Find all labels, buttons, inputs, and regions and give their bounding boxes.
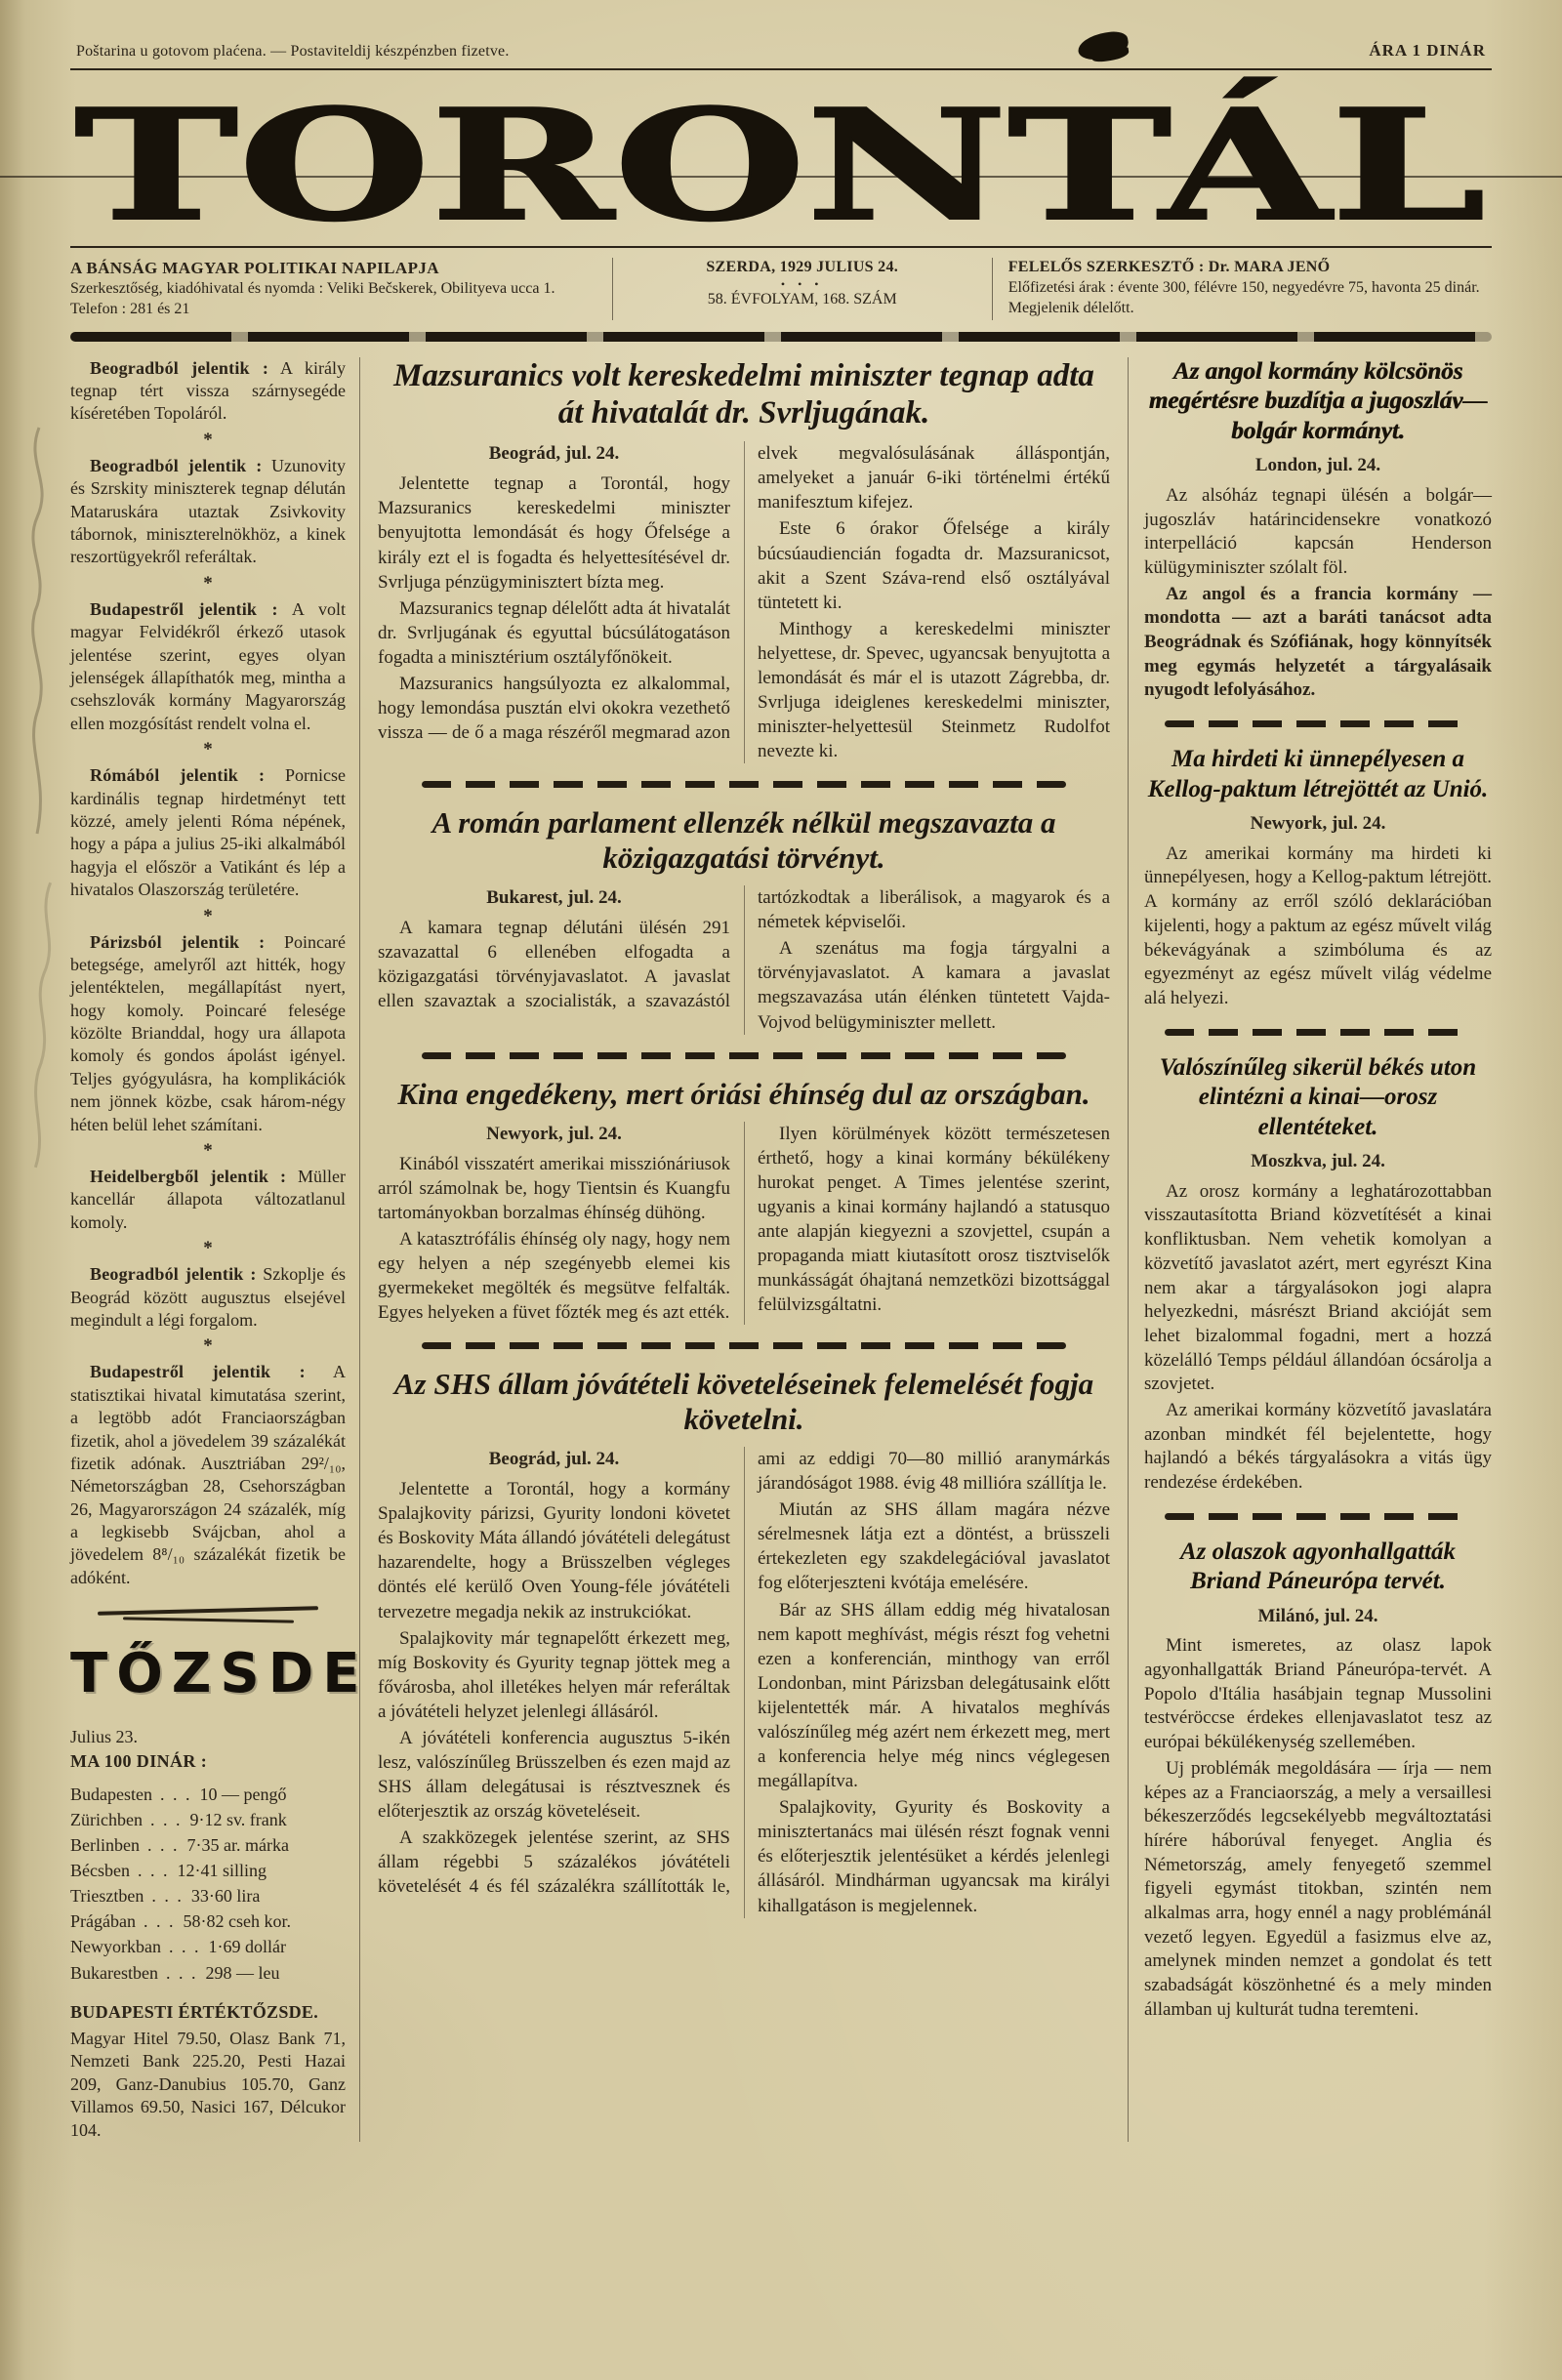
article-china-famine	[378, 1077, 1110, 1326]
article-headline: Az olaszok agyonhallgatták Briand Páneurópa tervét.	[1180, 1538, 1456, 1595]
article-paragraph: Jelentette tegnap a Torontál, hogy Mazsuranics kereskedelmi miniszter benyujtotta lemondását és hogy Őfelsége a király ezt el is fogadta és helyettesítésével dr. Svrljuga pénzügyminisztert bízta meg.	[378, 473, 730, 593]
rate-amount: 9·12 sv. frank	[189, 1809, 287, 1829]
article-paragraph: A kamara tegnap délutáni ülésén 291 szavazattal 6 ellenében elfogadta a közigazgatási törvényjavaslatot. A javaslat ellen szavaztak a szocialisták, a szavazástól tartózkodtak a liberálisok, a magyarok és a németek képviselői.	[378, 887, 1110, 1012]
article-paragraph: Az orosz kormány a leghatározottabban visszautasította Briand közvetítését a kinai konfliktusban. Nem vehetik komolyan a közvetítő javaslatot azért, mert egyrészt Kina nem akar a tárgyalásokon jogi alapra helyezkedni, másrészt Briand akcióját sem lehet bizalommal fogadni, mert a hozzá közelálló Temps például állandóan ócsárolja a szovjetet.	[1144, 1180, 1492, 1395]
stock-exchange-report: Magyar Hitel 79.50, Olasz Bank 71, Nemzeti Bank 225.20, Pesti Hazai 209, Ganz-Danubius 105.70, Ganz Villamos 69.50, Nasici 167, Délcukor 104.	[70, 2028, 346, 2140]
article-sino-soviet	[1144, 1053, 1492, 1496]
bourse-date: Julius 23.	[70, 1727, 139, 1747]
article-paragraph: Uj problémák megoldására — írja — nem képes az a Franciaország, a mely a versaillesi békeszerződés legcsekélyebb megváltoztatási hírére háborúval fenyeget. Anglia és Németország, amely fenyegető szemmel figyeli egymást titokban, szintén nem alkalmas arra, hogy ennél a nagy problémánál vezető legyen. Egyedül a fasizmus elve az, amelynek minden nemzet a gondolat és tett szabadságát köszönhetné és a mely minden államban uj kulturát tudna teremteni.	[1144, 1757, 1492, 2020]
article-headline: A román parlament ellenzék nélkül megszavazta a közigazgatási törvényt.	[432, 805, 1056, 876]
paper-subtitle: A BÁNSÁG MAGYAR POLITIKAI NAPILAPJA	[70, 259, 439, 277]
star-separator: *	[203, 739, 213, 760]
article-divider	[1165, 1029, 1470, 1036]
article-paragraph: Mint ismeretes, az olasz lapok agyonhallgatták Briand Páneurópa-tervét. A Popolo d'Itália hasábjain tegnap Mussolini testvéröccse érdekes ellenjavaslatot tesz az európai békülékenység szellemében.	[1144, 1635, 1492, 1753]
exchange-rate-row	[70, 1782, 346, 1807]
issue-number: 58. ÉVFOLYAM, 168. SZÁM	[707, 290, 897, 308]
article-paragraph: A szenátus ma fogja tárgyalni a törvényjavaslatot. A kamara a javaslat megszavazása után élénken tüntetett Vajda-Vojvod belügyminiszter mellett.	[758, 938, 1110, 1033]
article-kellogg-pact	[1144, 745, 1492, 1011]
news-briefs-column	[70, 357, 369, 2142]
rate-city: Zürichben	[70, 1809, 143, 1829]
page-body	[70, 357, 1492, 2142]
rate-amount: 7·35 ar. márka	[186, 1835, 289, 1856]
article-paragraph: Mazsuranics hangsúlyozta ez alkalommal, hogy lemondása pusztán elvi okokra vezethető vissza — de ő a maga részéről megmarad azon elvek megvalósulásának álláspontján, amelyeket a január 6-iki történelmi értékű manifesztum kifejez.	[378, 443, 1110, 744]
issue-date: SZERDA, 1929 JULIUS 24.	[706, 259, 899, 275]
article-paragraph: Mazsuranics tegnap délelőtt adta át hivatalát dr. Svrljugának és egyuttal búcsúlátogatáson fogadta a minisztérium osztályfőnökeit.	[378, 597, 730, 668]
news-brief: Budapestről jelentik : A statisztikai hivatal kimutatása szerint, a legtöbb adót Franciaországban fizetik, ahol a jövedelem 39 százalékát fizetik adónak. Ausztriában 29²/₁₀, Németországban 28, Csehországban 26, Magyarországon 24 százalék, míg a legkisebb Svájcban, ahol a jövedelem 8⁸/₁₀ százalékát fizetik be adóként.	[70, 1362, 346, 1587]
editor-info	[993, 258, 1492, 320]
exchange-rate-row	[70, 1934, 346, 1959]
rate-city: Bécsben	[70, 1861, 130, 1881]
article-shs-reparations	[378, 1367, 1110, 1917]
editor-line: FELELŐS SZERKESZTŐ : Dr. MARA JENŐ	[1007, 259, 1331, 275]
exchange-rate-row	[70, 1807, 346, 1832]
dateline: Beográd, jul. 24.	[488, 443, 620, 465]
top-bar	[70, 39, 1492, 70]
news-brief: Beogradból jelentik : A király tegnap tért vissza szárnysegéde kíséretében Topoláról.	[70, 357, 346, 424]
dot-leader: . . .	[143, 1911, 176, 1932]
article-headline: Valószínűleg sikerül békés uton elintézni a kinai—orosz ellentéteket.	[1159, 1053, 1477, 1140]
rate-amount: 298 — leu	[205, 1962, 280, 1983]
rate-city: Prágában	[70, 1911, 136, 1932]
publisher-address: Szerkesztőség, kiadóhivatal és nyomda : Veliki Bečskerek, Obilityeva ucca 1. Telefon : 281 és 21	[70, 280, 555, 317]
article-body	[378, 1122, 1110, 1326]
dateline: Beográd, jul. 24.	[488, 1449, 620, 1470]
article-paragraph: Minthogy a kereskedelmi miniszter helyettese, dr. Spevec, ugyancsak benyujtotta a lemondását és már el is utazott Zágrebba, dr. Svrljuga ideiglenes kereskedelmi miniszter, miniszter-helyettesül Steinmetz Rudolfot nevezte ki.	[758, 618, 1110, 762]
exchange-rate-row	[70, 1858, 346, 1883]
main-articles-column	[359, 357, 1129, 2142]
rate-city: Berlinben	[70, 1835, 140, 1856]
article-paragraph: A szakközegek jelentése szerint, az SHS állam régebbi 5 százalékos jóvátételi követelését 4 és fél százalékra szállították le, ami az eddigi 70—80 millió aranymárkás járandóságot 1988. évig 48 millióra szállítja le.	[378, 1449, 1110, 1898]
postage-note: Poštarina u gotovom plaćena. — Postaviteldij készpénzben fizetve.	[76, 43, 510, 60]
dateline: Moszkva, jul. 24.	[1251, 1151, 1385, 1172]
article-paragraph: Kinából visszatért amerikai missziónáriusok arról számolnak be, hogy Tientsin és Kuangfu tartományokban borzalmas éhínség dühöng.	[378, 1153, 730, 1223]
article-paragraph: Jelentette a Torontál, hogy a kormány Spalajkovity párizsi, Gyurity londoni követet és Boskovity Máta állandó jóvátételi delegátust hazarendelte, hogy a Brüsszelben végleges döntés elé kerülő Oven Young-féle jóvátételi tervezetre megadja nekik az instrukciókat.	[378, 1479, 730, 1622]
ornament-dots: • • •	[780, 276, 824, 291]
rate-city: Budapesten	[70, 1784, 152, 1804]
article-paragraph: Az amerikai kormány ma hirdeti ki ünnepélyesen, hogy a Kellog-paktum létrejött. A kormány az erről szóló deklarációban kijelenti, hogy a paktum az egész művelt világ békevágyának a szimbóluma és az egyezményt az egész művelt világ védelme alá helyezi.	[1144, 842, 1492, 1008]
rate-city: Bukarestben	[70, 1962, 158, 1983]
article-divider	[1165, 720, 1470, 727]
article-paragraph: Este 6 órakor Őfelsége a király búcsúaudiencián fogadta dr. Mazsuranicsot, akit a Szent Száva-rend első osztályával tüntetett ki.	[758, 518, 1110, 613]
masthead	[70, 72, 1492, 244]
article-paragraph: Ilyen körülmények között természetesen érthető, hogy a kinai kormány békülékeny hurokat penget. A Times jelentése szerint, ugyanis a kinai kormány hajlandó a statusquo ante alapján kiegyezni a szovjettel, csupán a propaganda miatt kiutasított orosz tisztviselők munkásságát óhajtaná nemzetközi bizottsággal felülvizsgáltatni.	[758, 1123, 1110, 1316]
bourse-section	[70, 1609, 369, 2142]
publisher-info	[70, 258, 612, 320]
article-headline: Kina engedékeny, mert óriási éhínség dul az országban.	[397, 1076, 1090, 1111]
star-separator: *	[203, 905, 213, 926]
dateline: Milánó, jul. 24.	[1257, 1605, 1378, 1626]
bourse-heading: MA 100 DINÁR :	[70, 1751, 208, 1772]
article-british-advice	[1144, 357, 1492, 703]
article-headline: Az angol kormány kölcsönös megértésre buzdítja a jugoszláv—bolgár kormányt.	[1148, 357, 1488, 444]
exchange-rate-row	[70, 1908, 346, 1934]
dot-leader: . . .	[137, 1861, 170, 1881]
world-news-column	[1129, 357, 1492, 2142]
dateline: London, jul. 24.	[1254, 455, 1381, 476]
wavy-separator	[123, 1618, 294, 1623]
article-paragraph: Az angol és a francia kormány — mondotta — azt a baráti tanácsot adta Beográdnak és Szófiának, hogy könnyítsék meg egymás helyzetét a tárgyalásaik nyugodt lefolyásához.	[1144, 583, 1492, 701]
news-brief: Budapestről jelentik : A volt magyar Felvidékről érkező utasok jelentése szerint, egyes olyan jelenségek állapíthatók meg, mintha a csehszlovák kormány Magyarország ellen mozgósítást rendelt volna el.	[70, 598, 346, 733]
wavy-separator	[98, 1607, 318, 1617]
news-brief: Beogradból jelentik : Szkoplje és Beográd között augusztus elsejével megindult a légi forgalom.	[70, 1264, 346, 1330]
star-separator: *	[203, 1335, 213, 1357]
exchange-rate-row	[70, 1883, 346, 1908]
article-paragraph: A jóvátételi konferencia augusztus 5-ikén lesz, valószínűleg Brüsszelben és ezen majd az SHS állam delegátusai is résztvesznek és előterjesztik az ország követeléseit.	[378, 1727, 730, 1823]
dot-leader: . . .	[151, 1886, 184, 1907]
article-divider	[422, 1052, 1066, 1059]
masthead-logo	[70, 72, 1492, 244]
issue-info	[612, 258, 993, 320]
subscription-rates: Előfizetési árak : évente 300, félévre 150, negyedévre 75, havonta 25 dinár. Megjelenik délelőtt.	[1007, 278, 1480, 316]
article-paragraph: Spalajkovity már tegnapelőtt érkezett meg, míg Boskovity és Gyurity tegnap jöttek meg a fővárosba, ahol illetékes helyen már referáltak a jóvátételi helyzet jelenlegi állásáról.	[378, 1627, 730, 1722]
rate-amount: 1·69 dollár	[208, 1937, 286, 1957]
rate-amount: 12·41 silling	[177, 1861, 267, 1881]
masthead-title: TORONTÁL	[74, 76, 1486, 244]
article-paneuropa	[1144, 1538, 1492, 2023]
dateline: Newyork, jul. 24.	[1250, 813, 1386, 835]
dateline: Bukarest, jul. 24.	[486, 887, 622, 909]
article-minister-handover	[378, 357, 1110, 764]
header-heavy-rule	[70, 332, 1492, 342]
article-body	[378, 441, 1110, 763]
price-label: ÁRA 1 DINÁR	[1369, 41, 1486, 60]
article-divider	[422, 781, 1066, 788]
rate-city: Triesztben	[70, 1886, 144, 1907]
article-paragraph: Spalajkovity, Gyurity és Boskovity a minisztertanács mai ülésén részt fognak venni és előterjesztik jelentésüket a kérdés jelenlegi állásáról. Mindhárman ugyancsak ma királyi kihallgatáson is megjelennek.	[758, 1797, 1110, 1916]
dot-leader: . . .	[149, 1809, 183, 1829]
info-bar	[70, 246, 1492, 332]
dot-leader: . . .	[146, 1835, 180, 1856]
article-romanian-parliament	[378, 805, 1110, 1034]
star-separator: *	[203, 572, 213, 594]
rate-amount: 10 — pengő	[199, 1784, 287, 1804]
margin-scribble	[18, 420, 61, 840]
article-paragraph: Az amerikai kormány közvetítő javaslatára azonban mindkét fél bejelentette, hogy hajlandó a békés tárgyalásokra a vitás ügy rendezése érdekében.	[1144, 1399, 1492, 1493]
rate-amount: 58·82 cseh kor.	[183, 1911, 291, 1932]
star-separator: *	[203, 429, 213, 450]
article-paragraph: Miután az SHS állam magára nézve sérelmesnek látja ezt a döntést, a brüsszeli értekezleten egy szakdelegációval javaslatot fog előterjeszteni kvótája emelésére.	[758, 1499, 1110, 1594]
article-divider	[422, 1342, 1066, 1349]
bourse-logo: TŐZSDE	[70, 1642, 369, 1706]
article-headline: Ma hirdeti ki ünnepélyesen a Kellog-paktum létrejöttét az Unió.	[1147, 746, 1489, 802]
article-paragraph: Az alsóház tegnapi ülésén a bolgár—jugoszláv határincidensekre vonatkozó interpelláció kapcsán Henderson külügyminiszter szólalt föl.	[1144, 484, 1492, 578]
dot-leader: . . .	[165, 1962, 198, 1983]
news-brief: Beogradból jelentik : Uzunovity és Szrskity miniszterek tegnap délután Mataruskára utaztak Zsivkovity tábornok, miniszterelnökhöz, a kinek reszortügyekről referáltak.	[70, 455, 346, 567]
article-paragraph: A katasztrófális éhínség oly nagy, hogy nem egy helyen a nép szegényebb elemei kis gyermekeket megölték és megsütve felfalták. Egyes helyeken a füvet főzték meg és azt ették.	[378, 1228, 730, 1324]
article-body	[378, 1447, 1110, 1917]
exchange-rate-row	[70, 1832, 346, 1858]
star-separator: *	[203, 1238, 213, 1259]
article-paragraph: Bár az SHS állam eddig még hivatalosan nem kapott meghívást, mégis részt fog vehetni ezen a konferencián, minthogy van erről Londonban, mint Párizsban delegátusaink előtt kijelentették már. A hivatalos meghívás valószínűleg még azért nem érkezett meg, mert a konferencia helye még nincs véglegesen megállapítva.	[758, 1599, 1110, 1792]
article-body	[378, 885, 1110, 1034]
dot-leader: . . .	[159, 1784, 192, 1804]
news-brief: Heidelbergből jelentik : Müller kancellár állapota változatlanul komoly.	[70, 1167, 347, 1232]
article-headline: Mazsuranics volt kereskedelmi miniszter tegnap adta át hivatalát dr. Svrljugának.	[393, 357, 1094, 431]
rate-city: Newyorkban	[70, 1937, 161, 1957]
star-separator: *	[203, 1140, 213, 1162]
dot-leader: . . .	[168, 1937, 201, 1957]
news-brief: Párizsból jelentik : Poincaré betegsége, amelyről azt hitték, hogy jelentéktelen, megállapítást nyert, hogy komoly. Poincaré felesége közölte Brianddal, hogy ura állapota komoly és gondos ápolást igényel. Teljes gyógyulásra, ha komplikációk nem jönnek közbe, csak három-négy héten belül lehet számítani.	[70, 931, 347, 1134]
ink-blot-artifact	[1076, 29, 1130, 62]
exchange-rate-row	[70, 1960, 346, 1986]
rate-amount: 33·60 lira	[190, 1886, 261, 1907]
margin-scribble	[18, 878, 68, 1171]
article-headline: Az SHS állam jóvátételi követeléseinek felemelését fogja követelni.	[393, 1367, 1094, 1437]
stock-exchange-title: BUDAPESTI ÉRTÉKTŐZSDE.	[70, 2001, 319, 2022]
news-brief: Rómából jelentik : Pornicse kardinális tegnap hirdetményt tett közzé, amely jelenti Róma népének, hogy a pápa a julius 25-iki alkalmából hagyja el először a Vatikánt és lép a hivatalos Olaszország területére.	[70, 765, 347, 900]
dateline: Newyork, jul. 24.	[486, 1123, 622, 1144]
article-divider	[1165, 1513, 1470, 1520]
